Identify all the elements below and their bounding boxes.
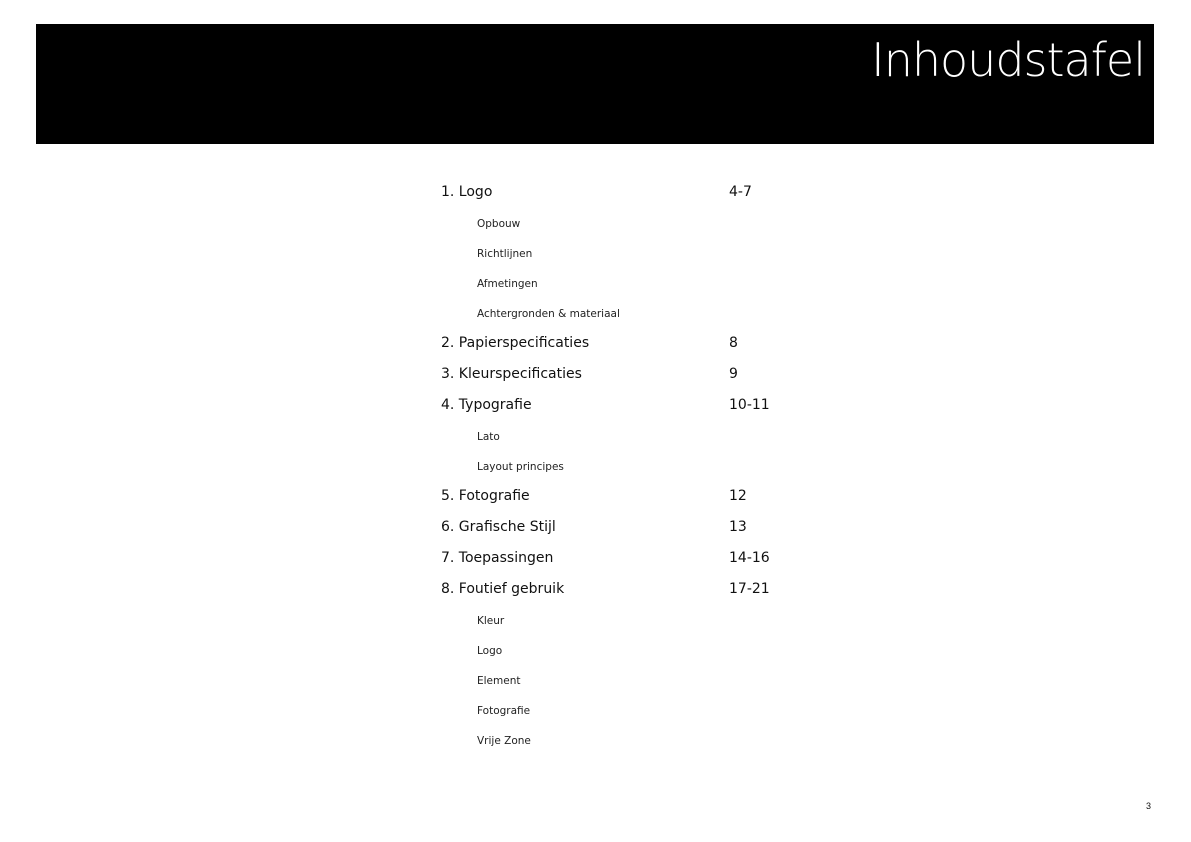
toc-section-title: 7. Toepassingen (441, 550, 554, 566)
toc-section[interactable] (0, 484, 1191, 508)
toc-subsection[interactable] (0, 729, 1191, 753)
toc-section-title: 6. Grafische Stijl (441, 519, 556, 535)
toc-subsection-title: Layout principes (477, 461, 564, 473)
toc-section-title: 4. Typografie (441, 397, 532, 413)
toc-section-title: 2. Papierspecificaties (441, 335, 590, 351)
toc-section-pages: 17-21 (729, 581, 770, 597)
toc-section-pages: 10-11 (729, 397, 770, 413)
toc-subsection[interactable] (0, 242, 1191, 266)
toc-section[interactable] (0, 515, 1191, 539)
toc-subsection[interactable] (0, 699, 1191, 723)
toc-subsection-title: Opbouw (477, 218, 521, 230)
toc-section[interactable] (0, 362, 1191, 386)
toc-subsection-title: Lato (477, 431, 500, 443)
toc-subsection-title: Kleur (477, 615, 505, 627)
toc-subsection[interactable] (0, 639, 1191, 663)
toc-subsection[interactable] (0, 272, 1191, 296)
toc-section-pages: 9 (729, 366, 738, 382)
toc-subsection-title: Afmetingen (477, 278, 538, 290)
toc-subsection[interactable] (0, 669, 1191, 693)
toc-section-title: 1. Logo (441, 184, 493, 200)
toc-subsection[interactable] (0, 609, 1191, 633)
page-title: Inhoudstafel (871, 33, 1145, 87)
toc-section-pages: 8 (729, 335, 738, 351)
toc-section-title: 8. Foutief gebruik (441, 581, 565, 597)
toc-section-pages: 12 (729, 488, 747, 504)
toc-section-title: 5. Fotografie (441, 488, 530, 504)
toc-subsection[interactable] (0, 302, 1191, 326)
page-number: 3 (1146, 801, 1152, 811)
toc-section[interactable] (0, 546, 1191, 570)
toc-subsection-title: Element (477, 675, 521, 687)
toc-subsection-title: Logo (477, 645, 503, 657)
toc-subsection-title: Richtlijnen (477, 248, 533, 260)
toc-section[interactable] (0, 393, 1191, 417)
toc-subsection[interactable] (0, 425, 1191, 449)
toc-subsection-title: Vrije Zone (477, 735, 531, 747)
toc-subsection[interactable] (0, 455, 1191, 479)
toc-subsection-title: Fotografie (477, 705, 531, 717)
toc-section-pages: 13 (729, 519, 747, 535)
toc-section-pages: 4-7 (729, 184, 752, 200)
toc-section[interactable] (0, 577, 1191, 601)
toc-subsection[interactable] (0, 212, 1191, 236)
toc-section-title: 3. Kleurspecificaties (441, 366, 582, 382)
toc-section[interactable] (0, 331, 1191, 355)
toc-section-pages: 14-16 (729, 550, 770, 566)
toc-section[interactable] (0, 180, 1191, 204)
toc-subsection-title: Achtergronden & materiaal (477, 308, 620, 320)
